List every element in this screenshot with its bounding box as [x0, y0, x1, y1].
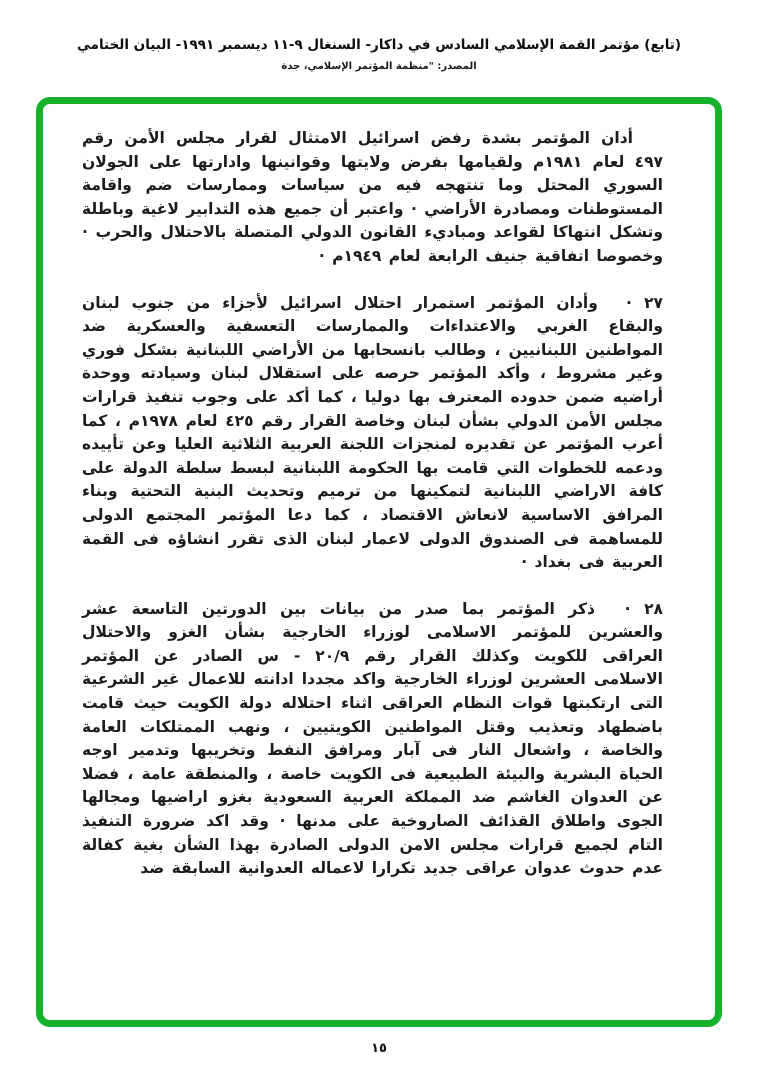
document-title: (تابع) مؤتمر القمة الإسلامي السادس في داكار- السنغال ٩-١١ ديسمبر ١٩٩١- البيان الختامي [76, 37, 682, 53]
paragraph-28-text: ذكر المؤتمر بما صدر من بيانات بين الدورتين التاسعة عشر والعشرين للمؤتمر الاسلامى لوزراء الخارجية بشأن الغزو والاحتلال العراقى للكويت وكذلك القرار رقم ٢٠/٩ - س الصادر عن المؤتمر الاسلامى العشرين لوزراء الخارجية واكد مجددا ادانته للاعمال غير الشرعية التى ارتكبتها قوات النظام العراقى اثناء احتلاله دولة الكويت حيث قامت باضطهاد وتعذيب وقتل المواطنين الكويتيين ، ونهب الممتلكات العامة والخاصة ، واشعال النار فى آبار ومرافق النفط وتخريبها وتدمير اوجه الحياة البشرية والبيئة الطبيعية فى الكويت خاصة ، والمنطقة عامة ، فضلا عن العدوان الغاشم ضد المملكة العربية السعودية بغزو اراضيها ومجالها الجوى واطلاق القذائف الصاروخية على مدنها · وقد اكد ضرورة التنفيذ التام لجميع قرارات مجلس الامن الدولى الصادرة بهذا الشأن بغية كفالة عدم حدوث عدوان عراقى جديد تكرارا لاعماله العدوانية السابقة ضد [82, 599, 663, 878]
paragraph-intro [82, 127, 663, 269]
page-footer [0, 1041, 758, 1056]
paragraph-27-number: ٢٧ · [626, 293, 663, 312]
source-line: المصدر: "منظمة المؤتمر الإسلامي، جدة [281, 61, 477, 72]
page-header [0, 36, 758, 72]
paragraph-28-number: ٢٨ · [624, 599, 663, 618]
paragraph-intro-text: أدان المؤتمر بشدة رفض اسرائيل الامتثال لقرار مجلس الأمن رقم ٤٩٧ لعام ١٩٨١م ولقيامها بفرض ولايتها وقوانينها وادارتها على الجولان السوري المحتل وما تنتهجه فيه من سياسات وممارسات ضم واقامة المستوطنات ومصادرة الأراضي · واعتبر أن جميع هذه التدابير لاغية وباطلة وتشكل انتهاكا لقواعد ومباديء القانون الدولي المتصلة بالاحتلال والحرب · وخصوصا اتفاقية جنيف الرابعة لعام ١٩٤٩م · [82, 129, 663, 265]
page-number: ١٥ [371, 1041, 387, 1056]
paragraph-27 [82, 292, 663, 575]
document-body [82, 127, 663, 904]
paragraph-28 [82, 598, 663, 881]
paragraph-27-text: وأدان المؤتمر استمرار احتلال اسرائيل لأجزاء من جنوب لبنان والبقاع الغربي والاعتداءات والممارسات التعسفية والعسكرية ضد المواطنين اللبنانيين ، وطالب بانسحابها من الأراضي اللبنانية بشكل فوري وغير مشروط ، وأكد المؤتمر حرصه على استقلال لبنان وسيادته ووحدة أراضيه ضمن حدوده المعترف بها دوليا ، كما أكد على وجوب تنفيذ قرارات مجلس الأمن الدولي بشأن لبنان وخاصة القرار رقم ٤٢٥ لعام ١٩٧٨م ، كما أعرب المؤتمر عن تقديره لمنجزات اللجنة العربية الثلاثية العليا وعن تأييده ودعمه للخطوات التي قامت بها الحكومة اللبنانية لبسط سلطة الدولة على كافة الاراضي اللبنانية لتمكينها من ترميم وتحديث البنية التحتية وبناء المرافق الاساسية لانعاش الاقتصاد ، كما دعا المؤتمر المجتمع الدولى للمساهمة فى الصندوق الدولى لاعمار لبنان الذى تقرر انشاؤه فى القمة العربية فى بغداد · [82, 293, 663, 572]
